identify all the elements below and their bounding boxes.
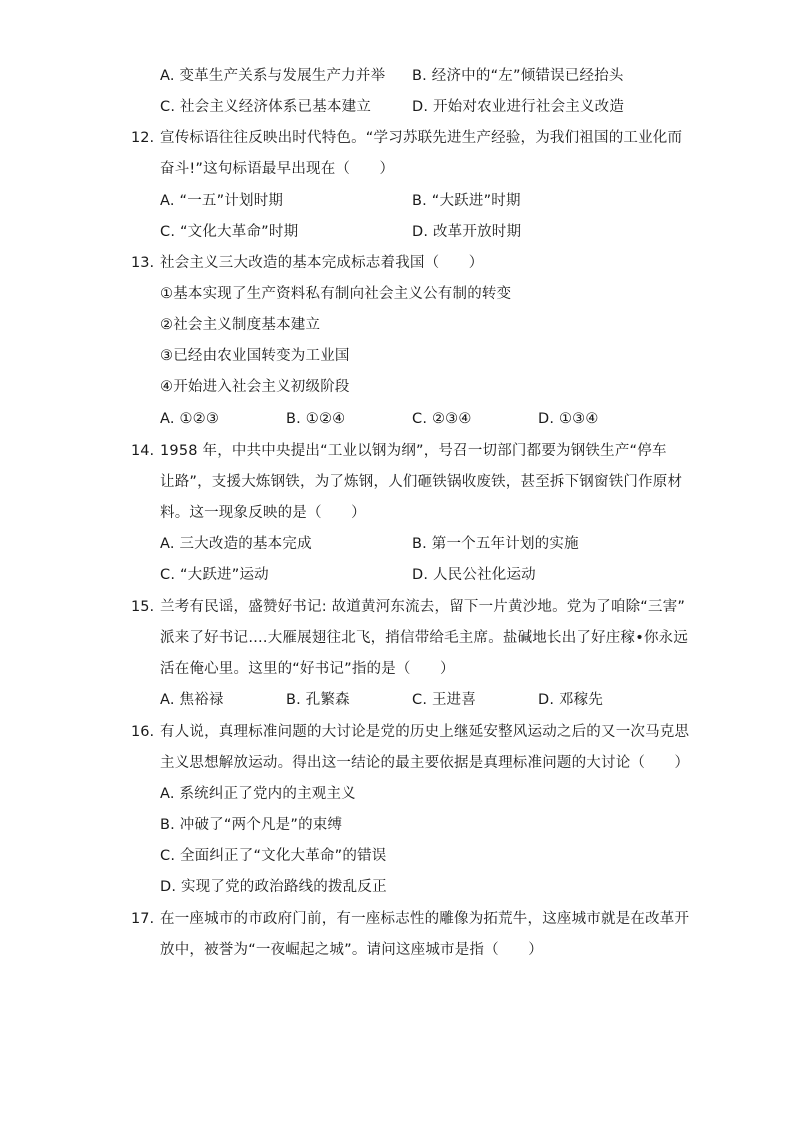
q15-option-d: D. 邓稼先 — [538, 692, 604, 708]
q12-number: 12. — [131, 130, 155, 146]
q13-option-d: D. ①③④ — [538, 411, 599, 427]
q13-stem-line-1: 社会主义三大改造的基本完成标志着我国（ ） — [160, 255, 484, 271]
q15-stem-line-2: 派来了好书记….大雁展翅往北飞，捎信带给毛主席。盐碱地长出了好庄稼•你永远 — [160, 630, 689, 646]
q13-statement-2: ②社会主义制度基本建立 — [160, 317, 321, 333]
q16-option-d: D. 实现了党的政治路线的拨乱反正 — [160, 879, 387, 895]
q16-option-b: B. 冲破了“两个凡是”的束缚 — [160, 817, 343, 833]
q14-option-d: D. 人民公社化运动 — [412, 567, 536, 583]
q12-option-b: B. “大跃进”时期 — [412, 193, 521, 209]
q14-stem-line-3: 料。这一现象反映的是（ ） — [160, 505, 366, 521]
q13-option-a: A. ①②③ — [160, 411, 220, 427]
q13-statement-4: ④开始进入社会主义初级阶段 — [160, 379, 350, 395]
q13-option-b: B. ①②④ — [286, 411, 346, 427]
q15-option-b: B. 孔繁森 — [286, 692, 350, 708]
q14-option-b: B. 第一个五年计划的实施 — [412, 536, 579, 552]
q16-stem-line-1: 有人说，真理标准问题的大讨论是党的历史上继延安整风运动之后的又一次马克思 — [160, 724, 690, 740]
q12-option-c: C. “文化大革命”时期 — [160, 224, 299, 240]
q13-statement-1: ①基本实现了生产资料私有制向社会主义公有制的转变 — [160, 286, 512, 302]
q17-stem-line-2: 放中，被誉为“一夜崛起之城”。请问这座城市是指（ ） — [160, 942, 543, 958]
q16-option-c: C. 全面纠正了“文化大革命”的错误 — [160, 848, 387, 864]
q12-option-d: D. 改革开放时期 — [412, 224, 522, 240]
q12-stem-line-2: 奋斗!”这句标语最早出现在（ ） — [160, 161, 395, 177]
q16-number: 16. — [131, 724, 155, 740]
q15-option-a: A. 焦裕禄 — [160, 692, 224, 708]
q13-option-c: C. ②③④ — [412, 411, 472, 427]
q15-number: 15. — [131, 599, 155, 615]
q14-option-c: C. “大跃进”运动 — [160, 567, 269, 583]
q12-stem-line-1: 宣传标语往往反映出时代特色。“学习苏联先进生产经验，为我们祖国的工业化而 — [160, 130, 683, 146]
q11-option-c: C. 社会主义经济体系已基本建立 — [160, 99, 372, 115]
q14-option-a: A. 三大改造的基本完成 — [160, 536, 312, 552]
q17-stem-line-1: 在一座城市的市政府门前，有一座标志性的雕像为拓荒牛，这座城市就是在改革开 — [160, 911, 690, 927]
q14-number: 14. — [131, 443, 155, 459]
q15-stem-line-1: 兰考有民谣，盛赞好书记: 故道黄河东流去，留下一片黄沙地。党为了咱除“三害” — [160, 599, 686, 615]
q11-option-d: D. 开始对农业进行社会主义改造 — [412, 99, 625, 115]
q13-number: 13. — [131, 255, 155, 271]
q12-option-a: A. “一五”计划时期 — [160, 193, 284, 209]
q14-stem-line-2: 让路”，支援大炼钢铁，为了炼钢，人们砸铁锅收废铁，甚至拆下钢窗铁门作原材 — [160, 474, 683, 490]
q14-stem-line-1: 1958 年，中共中央提出“工业以钢为纲”，号召一切部门都要为钢铁生产“停车 — [160, 443, 667, 459]
q11-option-b: B. 经济中的“左”倾错误已经抬头 — [412, 68, 624, 84]
q16-option-a: A. 系统纠正了党内的主观主义 — [160, 786, 356, 802]
q17-number: 17. — [131, 911, 155, 927]
q15-stem-line-3: 活在俺心里。这里的“好书记”指的是（ ） — [160, 661, 455, 677]
q15-option-c: C. 王进喜 — [412, 692, 477, 708]
q13-statement-3: ③已经由农业国转变为工业国 — [160, 348, 350, 364]
q11-option-a: A. 变革生产关系与发展生产力并举 — [160, 68, 386, 84]
q16-stem-line-2: 主义思想解放运动。得出这一结论的最主要依据是真理标准问题的大讨论（ ） — [160, 755, 690, 771]
